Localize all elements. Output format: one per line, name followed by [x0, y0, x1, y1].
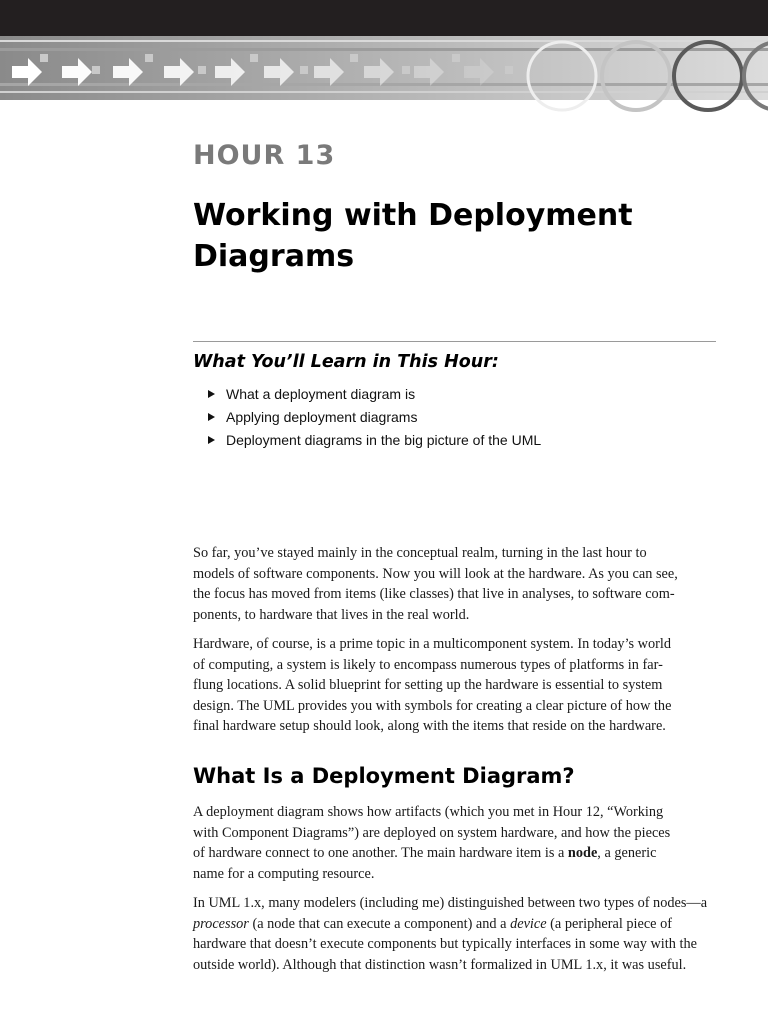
learn-list: [208, 384, 541, 453]
text-line: name for a computing resource.: [193, 865, 375, 882]
section-paragraph-1: [193, 802, 718, 884]
list-item: [208, 384, 541, 407]
top-black-bar: [0, 0, 768, 36]
term-device: device: [510, 915, 547, 932]
term-node: node: [567, 845, 598, 862]
chapter-title-line: Diagrams: [193, 239, 355, 274]
text-run: (a peripheral piece of: [546, 915, 673, 932]
term-processor: processor: [193, 915, 249, 932]
text-line: the focus has moved from items (like classes) that live in analyses, to software com-: [193, 586, 675, 603]
text-line: models of software components. Now you will look at the hardware. As you can see,: [193, 565, 678, 582]
text-line: of computing, a system is likely to encompass numerous types of platforms in far-: [193, 656, 663, 673]
chapter-title: [193, 195, 713, 277]
text-line: outside world). Although that distinction wasn’t formalized in UML 1.x, it was useful.: [193, 956, 687, 973]
text-line: with Component Diagrams”) are deployed on system hardware, and how the pieces: [193, 824, 671, 841]
text-line: [193, 914, 718, 935]
triangle-bullet-icon: [208, 436, 215, 444]
triangle-bullet-icon: [208, 413, 215, 421]
text-line: ponents, to hardware that lives in the real world.: [193, 606, 470, 623]
text-run: of hardware connect to one another. The main hardware item is a: [193, 845, 568, 862]
text-line: So far, you’ve stayed mainly in the conceptual realm, turning in the last hour to: [193, 545, 647, 561]
text-line: design. The UML provides you with symbols for creating a clear picture of how the: [193, 697, 672, 714]
list-item-text: What a deployment diagram is: [226, 386, 416, 402]
chapter-title-line: Working with Deployment: [193, 198, 633, 233]
list-item-text: Applying deployment diagrams: [226, 409, 418, 425]
text-line: A deployment diagram shows how artifacts (which you met in Hour 12, “Working: [193, 804, 664, 820]
section-heading: What Is a Deployment Diagram?: [193, 764, 575, 788]
text-line: hardware that doesn’t execute components but typically interfaces in some way with the: [193, 936, 697, 953]
text-line: flung locations. A solid blueprint for setting up the hardware is essential to system: [193, 677, 663, 694]
list-item-text: Deployment diagrams in the big picture of the UML: [226, 432, 542, 448]
learn-heading: What You’ll Learn in This Hour:: [193, 352, 499, 372]
list-item: [208, 407, 541, 430]
text-line: [193, 843, 718, 864]
intro-paragraph-1: [193, 543, 718, 625]
text-run: (a node that can execute a component) and a: [248, 915, 511, 932]
text-line: In UML 1.x, many modelers (including me) distinguished between two types of nodes—a: [193, 895, 708, 911]
text-run: , a generic: [597, 845, 657, 862]
section-paragraph-2: [193, 893, 718, 975]
section-divider: [193, 341, 716, 342]
header-banner: [0, 36, 768, 116]
list-item: [208, 430, 541, 453]
text-line: Hardware, of course, is a prime topic in a multicomponent system. In today’s world: [193, 636, 672, 652]
triangle-bullet-icon: [208, 390, 215, 398]
hour-label: HOUR 13: [193, 140, 336, 171]
intro-paragraph-2: [193, 634, 718, 737]
text-line: final hardware setup should look, along with the items that reside on the hardware.: [193, 718, 666, 735]
